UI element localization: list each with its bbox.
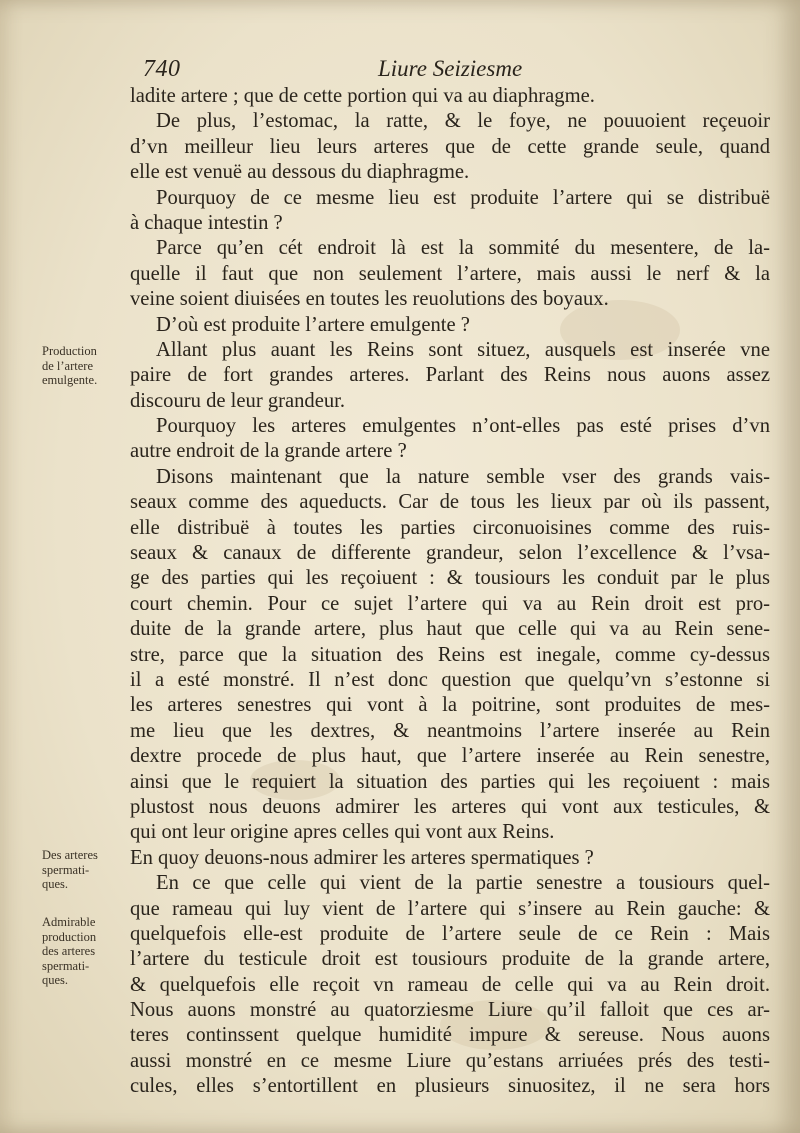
text-line: quelle il faut que non seulement l’artere, mais aussi le nerf & la [130,262,770,285]
margin-note-line: production [42,929,97,944]
text-line: teres continssent quelque humidité impure & sereuse. Nous auons [130,1024,770,1047]
text-line: En ce que celle qui vient de la partie senestre a tousiours quel- [156,872,770,895]
text-line: Pourquoy les arteres emulgentes n’ont-elles pas esté prises d’vn [156,415,770,438]
text-line: D’où est produite l’artere emulgente ? [156,313,470,336]
running-title: Liure Seiziesme [378,56,523,81]
text-line: Disons maintenant que la nature semble vser des grands vais- [156,465,770,488]
text-line: autre endroit de la grande artere ? [130,440,407,463]
margin-note-line: emulgente. [42,373,98,387]
text-line: veine soient diuisées en toutes les reuolutions des boyaux. [130,288,609,311]
margin-note-line: spermati- [42,958,90,973]
text-line: seaux comme des aqueducts. Car de tous les lieux par où ils passent, [130,491,770,514]
text-line: En quoy deuons-nous admirer les arteres spermatiques ? [130,846,594,869]
text-line: duite de la grande artere, plus haut que celle qui va au Rein sene- [130,618,770,641]
text-line: court chemin. Pour ce sujet l’artere qui va au Rein droit est pro- [130,592,770,615]
text-line: cules, elles s’entortillent en plusieurs sinuositez, il ne sera hors [130,1075,770,1098]
text-line: seaux & canaux de differente grandeur, selon l’excellence & l’vsa- [130,542,770,565]
text-line: ge des parties qui les reçoiuent : & tousiours les conduit par le plus [130,567,770,590]
body-text [130,84,770,1100]
text-line: & quelquefois elle reçoit vn rameau de celle qui va au Rein droit. [130,973,770,996]
margin-note-admirable-production [42,915,130,988]
text-line: ainsi que le requiert la situation des parties qui les reçoiuent : mais [130,770,770,793]
text-line: elle est venuë au dessous du diaphragme. [130,161,470,184]
text-line: aussi monstré en ce mesme Liure qu’estans arriuées prés des testi- [130,1049,770,1072]
margin-note-arteres-spermatiques [42,848,130,892]
page-number: 740 [143,56,181,82]
margin-note-line: Des arteres [42,848,98,862]
text-line: ladite artere ; que de cette portion qui va au diaphragme. [130,85,595,107]
text-line: il a esté monstré. Il n’est donc question que quelqu’vn s’estonne si [130,668,770,691]
text-line: Nous auons monstré au quatorziesme Liure qu’il falloit que ces ar- [130,999,770,1022]
margin-note-line: des arteres [42,944,96,958]
text-line: discouru de leur grandeur. [130,389,346,412]
text-line: que rameau qui luy vient de l’artere qui s’insere au Rein gauche: & [130,897,770,920]
margin-note-line: ques. [42,973,69,987]
text-line: dextre procede de plus haut, que l’artere inserée au Rein senestre, [130,745,770,768]
text-line: les arteres senestres qui vont à la poitrine, sont produites de mes- [130,694,770,717]
text-line: l’artere du testicule droit est tousiours produite de la grande artere, [130,948,770,971]
text-line: à chaque intestin ? [130,211,283,234]
text-line: paire de fort grandes arteres. Parlant des Reins nous auons assez [130,364,770,387]
margin-note-line: Production [42,344,97,358]
text-line: Allant plus auant les Reins sont situez, ausquels est inserée vne [156,338,770,361]
text-line: d’vn meilleur lieu leurs arteres que de cette grande seule, quand [130,135,770,158]
text-line: elle distribuë à toutes les parties circonuoisines comme des ruis- [130,516,770,539]
text-line: De plus, l’estomac, la ratte, & le foye, ne pouuoient reçeuoir [156,110,770,133]
text-line: quelquefois elle-est produite de l’artere seule de ce Rein : Mais [130,922,770,945]
text-line: qui ont leur origine apres celles qui vont aux Reins. [130,821,555,844]
margin-note-line: ques. [42,877,69,891]
margin-note-line: Admirable [42,915,96,929]
margin-note-line: spermati- [42,862,90,877]
text-line: me lieu que les dextres, & neantmoins l’artere inserée au Rein [130,719,770,742]
text-line: Parce qu’en cét endroit là est la sommité du mesentere, de la- [156,237,770,260]
text-line: Pourquoy de ce mesme lieu est produite l’artere qui se distribuë [156,186,770,209]
text-line: plustost nous deuons admirer les arteres qui vont aux testicules, & [130,795,770,818]
text-line: stre, parce que la situation des Reins est inegale, comme cy-dessus [130,643,770,666]
margin-note-line: de l’artere [42,358,94,373]
margin-note-production-emulgente [42,344,130,388]
